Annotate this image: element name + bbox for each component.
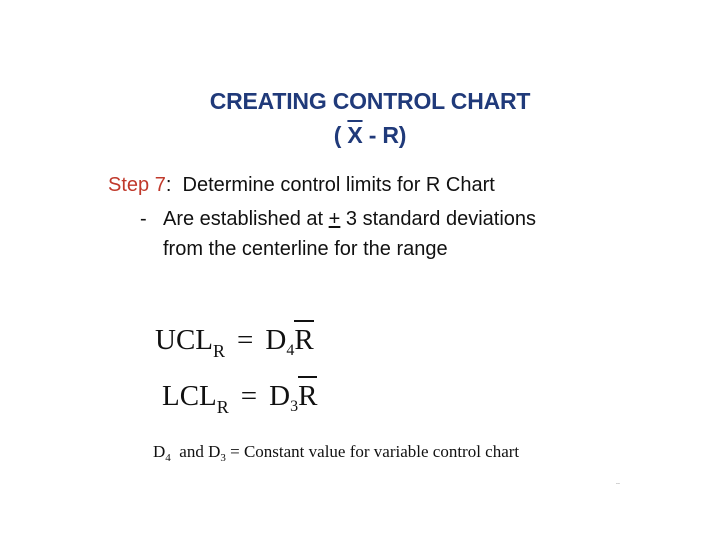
bullet-text-b: 3 standard deviations [340, 208, 537, 230]
plus-minus-symbol: + [328, 208, 341, 230]
step-text: Determine control limits for R Chart [182, 174, 495, 196]
constants-note [153, 442, 519, 462]
lcl-r-bar: R [298, 380, 318, 412]
note-and-d: and D [175, 442, 221, 461]
x-bar-symbol: $\overline{X}$ [347, 122, 363, 148]
lcl-coef-subscript: 3 [290, 398, 299, 415]
lcl-coef: D [269, 380, 291, 412]
bullet-dash: - [140, 208, 147, 230]
slide-title: CREATING CONTROL CHART [209, 88, 531, 114]
ucl-coef: D [265, 324, 287, 356]
note-d3-subscript: 3 [220, 452, 226, 464]
bullet-line-1 [163, 208, 536, 231]
step-colon: : [165, 174, 172, 196]
ucl-coef-subscript: 4 [286, 342, 295, 359]
note-d4-subscript: 4 [165, 452, 171, 464]
bullet-line-2: from the centerline for the range [163, 238, 448, 260]
ucl-equals: = [237, 324, 254, 356]
ucl-lhs-subscript: R [213, 341, 226, 361]
ucl-formula [155, 324, 314, 361]
lcl-lhs-subscript: R [216, 397, 229, 417]
page-number: .. [616, 479, 620, 486]
note-d: D [153, 442, 166, 461]
note-rest: = Constant value for variable control chart [225, 442, 520, 461]
ucl-lhs: UCL [155, 324, 213, 356]
step-line [108, 174, 495, 197]
lcl-lhs: LCL [162, 380, 217, 412]
step-label: Step 7 [108, 174, 166, 196]
slide-subtitle [0, 122, 720, 149]
ucl-r-bar: R [294, 324, 314, 356]
bullet-text-a: Are established at [163, 208, 329, 230]
subtitle-rest: - R) [362, 122, 407, 148]
lcl-equals: = [240, 380, 258, 412]
subtitle-open-paren: ( [333, 122, 348, 148]
lcl-formula [162, 380, 318, 417]
